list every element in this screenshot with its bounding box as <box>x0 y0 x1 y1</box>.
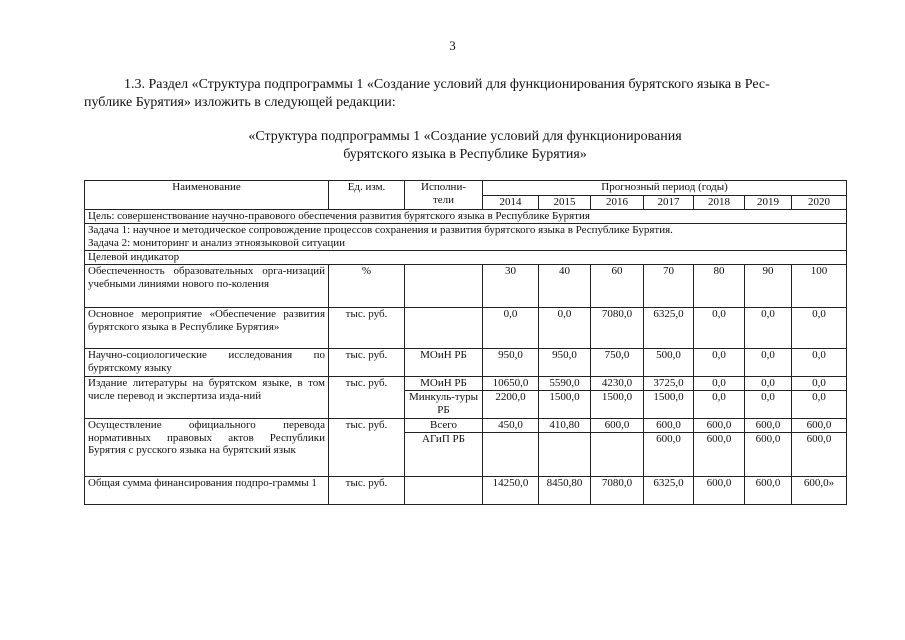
value-cell: 0,0 <box>792 308 847 349</box>
value-cell: 100 <box>792 265 847 308</box>
row-executor: Всего <box>405 419 483 433</box>
row-executor <box>405 308 483 349</box>
row-executor: МОиН РБ <box>405 377 483 391</box>
value-cell: 410,80 <box>539 419 591 433</box>
value-cell: 7080,0 <box>591 477 644 505</box>
header-executor <box>405 181 483 210</box>
value-cell: 14250,0 <box>483 477 539 505</box>
row-name: Научно-социологические исследования по бурятскому языку <box>85 349 329 377</box>
row-name: Основное мероприятие «Обеспечение развития бурятского языка в Республике Бурятия» <box>85 308 329 349</box>
header-unit: Ед. изм. <box>329 181 405 210</box>
tasks-row <box>85 224 847 251</box>
value-cell: 0,0 <box>792 349 847 377</box>
value-cell: 0,0 <box>694 308 745 349</box>
value-cell: 600,0 <box>644 433 694 477</box>
value-cell: 600,0 <box>792 433 847 477</box>
value-cell: 600,0 <box>694 419 745 433</box>
header-name: Наименование <box>85 181 329 210</box>
indicator-label-row: Целевой индикатор <box>85 251 847 265</box>
row-name: Осуществление официального перевода нормативных правовых актов Республики Бурятия с русского языка на бурятский язык <box>85 419 329 477</box>
value-cell: 3725,0 <box>644 377 694 391</box>
row-name: Обеспеченность образовательных орга-низаций учебными линиями нового по-коления <box>85 265 329 308</box>
row-unit: тыс. руб. <box>329 419 405 477</box>
intro-line-2: публике Бурятия» изложить в следующей редакции: <box>84 95 396 110</box>
row-name: Общая сумма финансирования подпро-граммы 1 <box>85 477 329 505</box>
value-cell: 600,0 <box>745 477 792 505</box>
structure-heading <box>84 128 846 164</box>
value-cell: 600,0 <box>644 419 694 433</box>
value-cell: 4230,0 <box>591 377 644 391</box>
value-cell: 950,0 <box>483 349 539 377</box>
row-executor: Минкуль-туры РБ <box>405 391 483 419</box>
value-cell: 30 <box>483 265 539 308</box>
value-cell: 1500,0 <box>591 391 644 419</box>
value-cell: 70 <box>644 265 694 308</box>
table-row <box>85 265 847 308</box>
value-cell: 1500,0 <box>644 391 694 419</box>
header-executor-line-1: Исполни- <box>421 181 466 193</box>
value-cell: 0,0 <box>694 391 745 419</box>
value-cell: 0,0 <box>483 308 539 349</box>
value-cell: 0,0 <box>694 349 745 377</box>
header-year: 2015 <box>539 196 591 210</box>
row-unit: тыс. руб. <box>329 477 405 505</box>
intro-line-1: 1.3. Раздел «Структура подпрограммы 1 «Создание условий для функционирования бурятского языка в Рес- <box>124 77 770 92</box>
value-cell: 600,0 <box>591 419 644 433</box>
row-executor <box>405 265 483 308</box>
value-cell: 750,0 <box>591 349 644 377</box>
value-cell: 600,0 <box>694 433 745 477</box>
value-cell: 0,0 <box>745 308 792 349</box>
value-cell: 90 <box>745 265 792 308</box>
header-year: 2020 <box>792 196 847 210</box>
value-cell: 0,0 <box>745 377 792 391</box>
value-cell: 600,0 <box>745 419 792 433</box>
row-executor: АГиП РБ <box>405 433 483 477</box>
value-cell: 0,0 <box>792 391 847 419</box>
intro-paragraph <box>84 76 846 112</box>
header-year: 2019 <box>745 196 792 210</box>
goal-row: Цель: совершенствование научно-правового обеспечения развития бурятского языка в Республике Бурятия <box>85 210 847 224</box>
value-cell: 450,0 <box>483 419 539 433</box>
value-cell <box>539 433 591 477</box>
value-cell: 600,0» <box>792 477 847 505</box>
table-row <box>85 419 847 433</box>
value-cell: 0,0 <box>745 349 792 377</box>
value-cell: 6325,0 <box>644 308 694 349</box>
row-unit: % <box>329 265 405 308</box>
value-cell: 500,0 <box>644 349 694 377</box>
value-cell: 7080,0 <box>591 308 644 349</box>
value-cell: 2200,0 <box>483 391 539 419</box>
row-unit: тыс. руб. <box>329 377 405 419</box>
row-name: Издание литературы на бурятском языке, в том числе перевод и экспертиза изда-ний <box>85 377 329 419</box>
value-cell: 600,0 <box>792 419 847 433</box>
value-cell: 1500,0 <box>539 391 591 419</box>
header-period: Прогнозный период (годы) <box>483 181 847 196</box>
value-cell: 10650,0 <box>483 377 539 391</box>
value-cell: 40 <box>539 265 591 308</box>
header-year: 2017 <box>644 196 694 210</box>
task-2: Задача 2: мониторинг и анализ этноязыковой ситуации <box>88 236 346 249</box>
value-cell: 60 <box>591 265 644 308</box>
task-1: Задача 1: научное и методическое сопровождение процессов сохранения и развития бурятского языка в Республике Бурятия. <box>88 224 673 236</box>
row-unit: тыс. руб. <box>329 308 405 349</box>
header-year: 2018 <box>694 196 745 210</box>
table-row <box>85 477 847 505</box>
table-row <box>85 349 847 377</box>
header-year: 2016 <box>591 196 644 210</box>
value-cell: 0,0 <box>792 377 847 391</box>
structure-table <box>84 180 847 505</box>
header-executor-line-2: тели <box>432 193 455 206</box>
table-row <box>85 377 847 391</box>
value-cell: 600,0 <box>745 433 792 477</box>
value-cell: 0,0 <box>694 377 745 391</box>
page-number: 3 <box>449 38 456 53</box>
row-executor: МОиН РБ <box>405 349 483 377</box>
row-executor <box>405 477 483 505</box>
heading-line-1: «Структура подпрограммы 1 «Создание условий для функционирования <box>248 129 682 144</box>
heading-line-2: бурятского языка в Республике Бурятия» <box>343 147 587 162</box>
row-unit: тыс. руб. <box>329 349 405 377</box>
value-cell: 0,0 <box>539 308 591 349</box>
value-cell <box>483 433 539 477</box>
value-cell: 600,0 <box>694 477 745 505</box>
value-cell: 0,0 <box>745 391 792 419</box>
table-row <box>85 308 847 349</box>
value-cell <box>591 433 644 477</box>
header-year: 2014 <box>483 196 539 210</box>
value-cell: 5590,0 <box>539 377 591 391</box>
value-cell: 6325,0 <box>644 477 694 505</box>
value-cell: 8450,80 <box>539 477 591 505</box>
value-cell: 950,0 <box>539 349 591 377</box>
value-cell: 80 <box>694 265 745 308</box>
